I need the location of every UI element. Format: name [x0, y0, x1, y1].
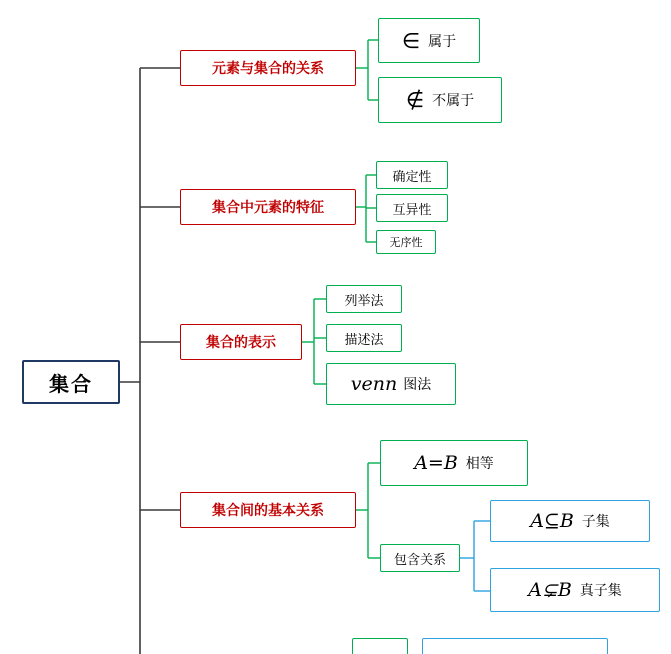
belongs-to-symbol: ∈: [401, 28, 421, 53]
leaf-node-subset[interactable]: [490, 500, 650, 542]
branch-node-element-features[interactable]: [180, 189, 356, 225]
leaf-node-determinacy[interactable]: [376, 161, 448, 189]
proper-subset-text: 真子集: [579, 582, 622, 598]
leaf-node-cropped-blue[interactable]: [422, 638, 608, 654]
equality-symbol: A=B: [414, 452, 458, 474]
leaf-node-description[interactable]: [326, 324, 402, 352]
leaf-node-proper-subset[interactable]: [490, 568, 660, 612]
leaf-node-belongs-to[interactable]: [378, 18, 480, 63]
not-belongs-to-text: 不属于: [432, 92, 475, 108]
belongs-to-text: 属于: [428, 32, 457, 49]
leaf-node-inclusion[interactable]: [380, 544, 460, 572]
description-text: 描述法: [344, 331, 384, 347]
leaf-node-unordered[interactable]: [376, 230, 436, 254]
determinacy-text: 确定性: [392, 168, 432, 184]
root-node-label: 集合: [49, 373, 93, 396]
subset-text: 子集: [581, 513, 610, 529]
venn-text: 图法: [403, 376, 432, 392]
proper-subset-symbol: A⊊B: [528, 579, 572, 601]
leaf-node-mutex[interactable]: [376, 194, 448, 222]
branch-label: 集合的表示: [206, 334, 276, 350]
unordered-text: 无序性: [389, 237, 423, 249]
not-belongs-to-symbol: ∉: [405, 88, 425, 112]
root-node[interactable]: [22, 360, 120, 404]
venn-symbol: venn: [350, 373, 398, 395]
branch-label: 元素与集合的关系: [212, 60, 324, 76]
leaf-node-not-belongs-to[interactable]: [378, 77, 502, 123]
branch-label: 集合间的基本关系: [212, 502, 324, 518]
leaf-node-cropped-green[interactable]: [352, 638, 408, 654]
mutex-text: 互异性: [392, 201, 432, 217]
branch-node-set-relations[interactable]: [180, 492, 356, 528]
branch-node-element-set-relation[interactable]: [180, 50, 356, 86]
enumeration-text: 列举法: [344, 292, 384, 308]
equality-text: 相等: [465, 455, 494, 471]
leaf-node-equality[interactable]: [380, 440, 528, 486]
leaf-node-venn-diagram[interactable]: [326, 363, 456, 405]
branch-label: 集合中元素的特征: [212, 199, 324, 215]
subset-symbol: A⊆B: [530, 510, 574, 532]
branch-node-set-representation[interactable]: [180, 324, 302, 360]
leaf-node-enumeration[interactable]: [326, 285, 402, 313]
inclusion-text: 包含关系: [393, 551, 446, 567]
